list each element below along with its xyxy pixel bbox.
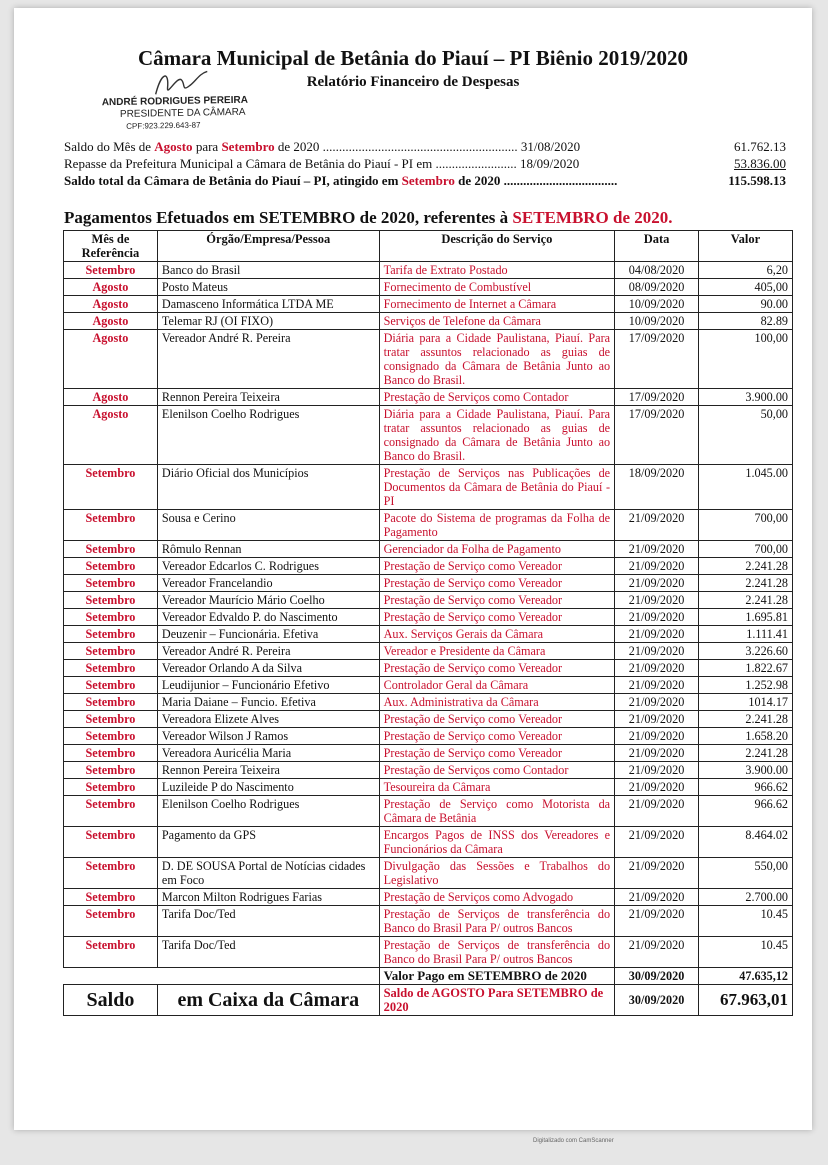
cell-data: 21/09/2020 [615,541,699,558]
cell-mes: Setembro [64,906,158,937]
cell-orgao: Leudijunior – Funcionário Efetivo [157,677,379,694]
table-row [64,465,793,510]
cell-data: 21/09/2020 [615,762,699,779]
cell-descricao: Divulgação das Sessões e Trabalhos do Legislativo [379,858,614,889]
cell-mes: Agosto [64,296,158,313]
summary-line-1: Saldo do Mês de Agosto para Setembro de 2020 ............................................................ 31/08/2020 [64,139,581,154]
cell-orgao: Marcon Milton Rodrigues Farias [157,889,379,906]
saldo-value: 67.963,01 [699,985,793,1016]
cell-mes: Agosto [64,279,158,296]
cell-data: 21/09/2020 [615,592,699,609]
table-body [64,262,793,968]
table-row [64,330,793,389]
cell-orgao: Vereador Orlando A da Silva [157,660,379,677]
cell-descricao: Prestação de Serviços como Contador [379,762,614,779]
signature-scribble-icon [151,65,212,100]
cell-mes: Agosto [64,330,158,389]
cell-orgao: Vereador Francelandio [157,575,379,592]
cell-orgao: Rennon Pereira Teixeira [157,389,379,406]
cell-descricao: Prestação de Serviço como Vereador [379,745,614,762]
cell-orgao: Maria Daiane – Funcio. Efetiva [157,694,379,711]
cell-mes: Setembro [64,728,158,745]
cell-mes: Agosto [64,406,158,465]
cell-descricao: Tarifa de Extrato Postado [379,262,614,279]
col-header-mes: Mês de Referência [64,231,158,262]
cell-data: 21/09/2020 [615,510,699,541]
cell-valor: 1014.17 [699,694,793,711]
signature-stamp [102,95,249,134]
cell-mes: Setembro [64,796,158,827]
table-row [64,575,793,592]
cell-orgao: Vereadora Auricélia Maria [157,745,379,762]
table-row [64,906,793,937]
table-row [64,694,793,711]
cell-mes: Setembro [64,694,158,711]
cell-valor: 2.241.28 [699,575,793,592]
expenses-table [63,230,793,1016]
cell-valor: 966.62 [699,796,793,827]
cell-orgao: Rômulo Rennan [157,541,379,558]
cell-valor: 8.464.02 [699,827,793,858]
cell-data: 21/09/2020 [615,575,699,592]
table-row [64,592,793,609]
table-header-row [64,231,793,262]
cell-mes: Setembro [64,889,158,906]
cell-descricao: Vereador e Presidente da Câmara [379,643,614,660]
total-value: 47.635,12 [699,968,793,985]
table-row [64,279,793,296]
document-subtitle: Relatório Financeiro de Despesas [306,74,520,90]
saldo-label: Saldo [64,985,158,1016]
table-row [64,296,793,313]
cell-mes: Setembro [64,465,158,510]
cell-data: 21/09/2020 [615,677,699,694]
cell-orgao: Vereador Edvaldo P. do Nascimento [157,609,379,626]
cell-orgao: Diário Oficial dos Municípios [157,465,379,510]
cell-data: 04/08/2020 [615,262,699,279]
cell-orgao: Vereador Edcarlos C. Rodrigues [157,558,379,575]
cell-valor: 1.658.20 [699,728,793,745]
cell-orgao: Sousa e Cerino [157,510,379,541]
cell-valor: 2.241.28 [699,592,793,609]
summary-value-3: 115.598.13 [728,173,786,188]
cell-descricao: Encargos Pagos de INSS dos Vereadores e Funcionários da Câmara [379,827,614,858]
cell-descricao: Prestação de Serviço como Vereador [379,558,614,575]
cell-orgao: Vereador Wilson J Ramos [157,728,379,745]
cell-valor: 100,00 [699,330,793,389]
cell-valor: 82.89 [699,313,793,330]
signature-cpf: CPF:923.229.643-87 [126,120,201,131]
table-row [64,541,793,558]
cell-mes: Agosto [64,313,158,330]
table-row [64,558,793,575]
cell-data: 08/09/2020 [615,279,699,296]
cell-valor: 1.822.67 [699,660,793,677]
cell-orgao: Vereador André R. Pereira [157,330,379,389]
cell-mes: Agosto [64,389,158,406]
cell-descricao: Aux. Administrativa da Câmara [379,694,614,711]
table-row [64,643,793,660]
cell-valor: 1.695.81 [699,609,793,626]
cell-descricao: Diária para a Cidade Paulistana, Piauí. Para tratar assuntos relacionado as guias de consignado da Câmara de Betânia Junto ao Banco do Brasil. [379,406,614,465]
cell-data: 21/09/2020 [615,906,699,937]
summary-value-1: 61.762.13 [734,139,786,154]
saldo-row [64,985,793,1016]
cell-data: 18/09/2020 [615,465,699,510]
cell-mes: Setembro [64,609,158,626]
cell-descricao: Aux. Serviços Gerais da Câmara [379,626,614,643]
cell-mes: Setembro [64,779,158,796]
table-row [64,677,793,694]
cell-descricao: Prestação de Serviços nas Publicações de Documentos da Câmara de Betânia do Piauí - PI [379,465,614,510]
cell-orgao: Rennon Pereira Teixeira [157,762,379,779]
cell-descricao: Prestação de Serviço como Vereador [379,592,614,609]
cell-data: 17/09/2020 [615,330,699,389]
saldo-caixa-label: em Caixa da Câmara [157,985,379,1016]
cell-descricao: Fornecimento de Combustível [379,279,614,296]
cell-valor: 50,00 [699,406,793,465]
cell-data: 17/09/2020 [615,406,699,465]
cell-descricao: Prestação de Serviços de transferência do Banco do Brasil Para P/ outros Bancos [379,906,614,937]
cell-orgao: Vereador André R. Pereira [157,643,379,660]
cell-orgao: Elenilson Coelho Rodrigues [157,796,379,827]
cell-data: 21/09/2020 [615,745,699,762]
total-row [64,968,793,985]
cell-valor: 10.45 [699,906,793,937]
col-header-descricao: Descrição do Serviço [379,231,614,262]
cell-valor: 550,00 [699,858,793,889]
cell-orgao: Tarifa Doc/Ted [157,906,379,937]
cell-data: 21/09/2020 [615,827,699,858]
cell-data: 17/09/2020 [615,389,699,406]
cell-descricao: Prestação de Serviços de transferência do Banco do Brasil Para P/ outros Bancos [379,937,614,968]
cell-orgao: Deuzenir – Funcionária. Efetiva [157,626,379,643]
cell-descricao: Fornecimento de Internet a Câmara [379,296,614,313]
cell-orgao: Pagamento da GPS [157,827,379,858]
cell-descricao: Gerenciador da Folha de Pagamento [379,541,614,558]
saldo-date: 30/09/2020 [615,985,699,1016]
cell-data: 21/09/2020 [615,937,699,968]
cell-descricao: Serviços de Telefone da Câmara [379,313,614,330]
table-row [64,609,793,626]
cell-mes: Setembro [64,643,158,660]
cell-valor: 966.62 [699,779,793,796]
col-header-orgao: Órgão/Empresa/Pessoa [157,231,379,262]
cell-mes: Setembro [64,677,158,694]
cell-orgao: Vereador Maurício Mário Coelho [157,592,379,609]
cell-valor: 1.111.41 [699,626,793,643]
total-date: 30/09/2020 [615,968,699,985]
cell-data: 21/09/2020 [615,796,699,827]
table-row [64,626,793,643]
cell-data: 21/09/2020 [615,889,699,906]
cell-mes: Setembro [64,262,158,279]
signature-role: PRESIDENTE DA CÂMARA [119,106,246,120]
cell-valor: 700,00 [699,541,793,558]
summary-line-2: Repasse da Prefeitura Municipal a Câmara de Betânia do Piauí - PI em ......................... 18/09/2020 [64,156,580,171]
cell-valor: 3.226.60 [699,643,793,660]
summary-line-3: Saldo total da Câmara de Betânia do Piauí – PI, atingido em Setembro de 2020 ................................... [64,173,618,188]
table-row [64,937,793,968]
table-row [64,858,793,889]
camscanner-watermark: Digitalizado com CamScanner [533,1138,614,1144]
cell-valor: 6,20 [699,262,793,279]
table-row [64,711,793,728]
col-header-data: Data [615,231,699,262]
cell-valor: 10.45 [699,937,793,968]
cell-valor: 2.241.28 [699,711,793,728]
cell-valor: 3.900.00 [699,762,793,779]
cell-descricao: Pacote do Sistema de programas da Folha de Pagamento [379,510,614,541]
cell-descricao: Tesoureira da Câmara [379,779,614,796]
cell-mes: Setembro [64,858,158,889]
cell-data: 10/09/2020 [615,313,699,330]
cell-data: 21/09/2020 [615,626,699,643]
table-row [64,389,793,406]
cell-data: 21/09/2020 [615,728,699,745]
cell-orgao: Elenilson Coelho Rodrigues [157,406,379,465]
cell-data: 21/09/2020 [615,643,699,660]
cell-orgao: Damasceno Informática LTDA ME [157,296,379,313]
cell-mes: Setembro [64,827,158,858]
cell-data: 21/09/2020 [615,609,699,626]
cell-valor: 3.900.00 [699,389,793,406]
table-row [64,762,793,779]
cell-descricao: Diária para a Cidade Paulistana, Piauí. Para tratar assuntos relacionado as guias de consignado da Câmara de Betânia Junto ao Banco do Brasil. [379,330,614,389]
cell-descricao: Prestação de Serviço como Vereador [379,660,614,677]
cell-data: 21/09/2020 [615,694,699,711]
cell-valor: 2.241.28 [699,745,793,762]
cell-valor: 700,00 [699,510,793,541]
cell-data: 21/09/2020 [615,711,699,728]
saldo-description: Saldo de AGOSTO Para SETEMBRO de 2020 [379,985,614,1016]
cell-descricao: Prestação de Serviço como Vereador [379,728,614,745]
table-row [64,660,793,677]
cell-valor: 2.700.00 [699,889,793,906]
table-row [64,745,793,762]
cell-mes: Setembro [64,626,158,643]
total-label: Valor Pago em SETEMBRO de 2020 [379,968,614,985]
cell-mes: Setembro [64,745,158,762]
table-row [64,313,793,330]
cell-data: 21/09/2020 [615,558,699,575]
cell-mes: Setembro [64,558,158,575]
cell-valor: 1.045.00 [699,465,793,510]
cell-descricao: Prestação de Serviço como Motorista da Câmara de Betânia [379,796,614,827]
cell-mes: Setembro [64,660,158,677]
cell-mes: Setembro [64,592,158,609]
cell-mes: Setembro [64,937,158,968]
table-row [64,406,793,465]
cell-mes: Setembro [64,510,158,541]
cell-mes: Setembro [64,575,158,592]
cell-mes: Setembro [64,541,158,558]
cell-descricao: Controlador Geral da Câmara [379,677,614,694]
cell-data: 21/09/2020 [615,660,699,677]
cell-orgao: Luzileide P do Nascimento [157,779,379,796]
table-row [64,796,793,827]
cell-descricao: Prestação de Serviço como Vereador [379,711,614,728]
table-row [64,510,793,541]
table-row [64,262,793,279]
section-heading: Pagamentos Efetuados em SETEMBRO de 2020, referentes à SETEMBRO de 2020. [64,208,673,227]
cell-orgao: Vereadora Elizete Alves [157,711,379,728]
cell-orgao: D. DE SOUSA Portal de Notícias cidades em Foco [157,858,379,889]
cell-data: 21/09/2020 [615,858,699,889]
document-title: Câmara Municipal de Betânia do Piauí – PI Biênio 2019/2020 [137,46,689,70]
table-row [64,827,793,858]
cell-mes: Setembro [64,711,158,728]
cell-valor: 2.241.28 [699,558,793,575]
summary-value-2: 53.836.00 [734,156,786,171]
table-row [64,779,793,796]
table-row [64,889,793,906]
table-row [64,728,793,745]
cell-descricao: Prestação de Serviço como Vereador [379,609,614,626]
cell-valor: 90.00 [699,296,793,313]
cell-orgao: Posto Mateus [157,279,379,296]
cell-orgao: Telemar RJ (OI FIXO) [157,313,379,330]
cell-orgao: Banco do Brasil [157,262,379,279]
col-header-valor: Valor [699,231,793,262]
cell-valor: 1.252.98 [699,677,793,694]
signature-name: ANDRÉ RODRIGUES PEREIRA [101,94,249,109]
cell-valor: 405,00 [699,279,793,296]
cell-descricao: Prestação de Serviços como Advogado [379,889,614,906]
cell-descricao: Prestação de Serviços como Contador [379,389,614,406]
cell-descricao: Prestação de Serviço como Vereador [379,575,614,592]
cell-mes: Setembro [64,762,158,779]
cell-data: 21/09/2020 [615,779,699,796]
cell-data: 10/09/2020 [615,296,699,313]
cell-orgao: Tarifa Doc/Ted [157,937,379,968]
